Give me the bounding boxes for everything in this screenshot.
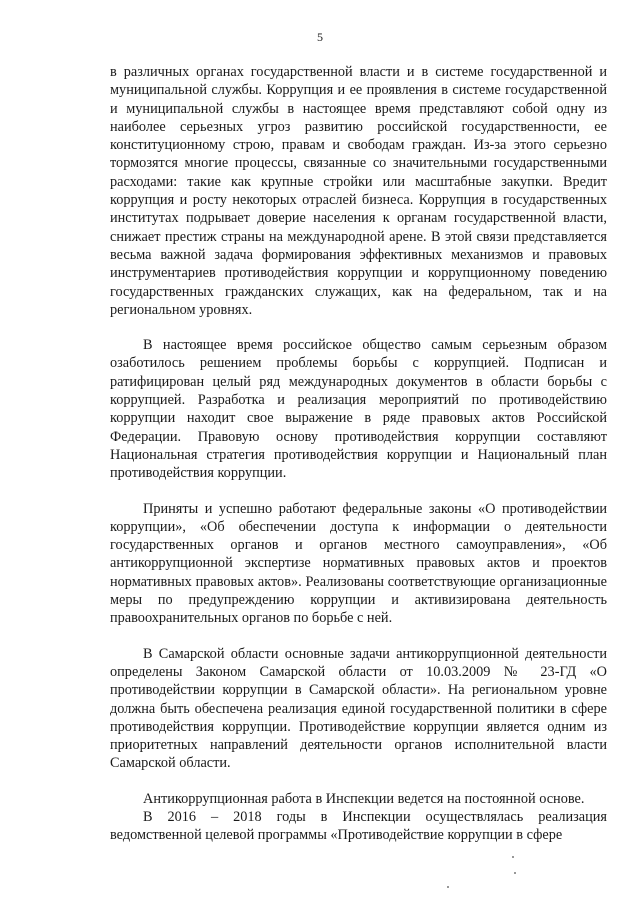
scan-speck (447, 886, 449, 888)
paragraph-russian-society: В настоящее время российское общество самым серьезным образом озаботилось решением проблемы борьбы с коррупцией. Подписан и ратифицирован целый ряд международных документов в области борьбы с коррупцией. Разработка и реализация мероприятий по противодействию коррупции находит свое выражение в ряде правовых актов Российской Федерации. Правовую основу противодействия коррупции составляют Национальная стратегия противодействия коррупции и Национальный план противодействия коррупции. (110, 337, 607, 482)
paragraph-federal-laws: Приняты и успешно работают федеральные законы «О противодействии коррупции», «Об обеспечении доступа к информации о деятельности государственных органов и органов местного самоуправления», «Об антикоррупционной экспертизе нормативных правовых актов и проектов нормативных правовых актов». Реализованы соответствующие организационные меры по предупреждению коррупции и активизирована деятельность правоохранительных органов по борьбе с ней. (110, 500, 607, 627)
paragraph-inspection-work: Антикоррупционная работа в Инспекции ведется на постоянной основе. (143, 790, 585, 807)
document-body (110, 63, 607, 845)
paragraph-samara-region: В Самарской области основные задачи антикоррупционной деятельности определены Законом Самарской области от 10.03.2009 № 23-ГД «О противодействии коррупции в Самарской области». На региональном уровне должна быть обеспечена реализация единой государственной политики в сфере противодействия коррупции. Противодействие коррупции является одним из приоритетных направлений деятельности органов исполнительной власти Самарской области. (110, 645, 607, 772)
paragraph-target-program: В 2016 – 2018 годы в Инспекции осуществлялась реализация ведомственной целевой программы «Противодействие коррупции в сфере (110, 808, 607, 844)
scan-speck (512, 856, 514, 858)
scan-speck (514, 872, 516, 874)
page-number: 5 (317, 30, 323, 44)
paragraph-corruption-threat: в различных органах государственной власти и в системе государственной и муниципальной службы. Коррупция и ее проявления в системе государственной и муниципальной службы в настоящее время представляют собой одну из наиболее серьезных угроз развитию российской государственности, ее конституционному строю, правам и свободам граждан. Из-за этого серьезно тормозятся многие процессы, связанные со значительными государственными расходами: такие как крупные стройки или масштабные закупки. Вредит коррупция и росту некоторых отраслей бизнеса. Коррупция в государственных институтах подрывает доверие населения к органам государственной власти, снижает престиж страны на международной арене. В этой связи представляется весьма важной задача формирования эффективных механизмов и правовых инструментариев противодействия коррупции и коррупционному поведению государственных гражданских служащих, как на федеральном, так и на региональном уровнях. (110, 64, 607, 318)
